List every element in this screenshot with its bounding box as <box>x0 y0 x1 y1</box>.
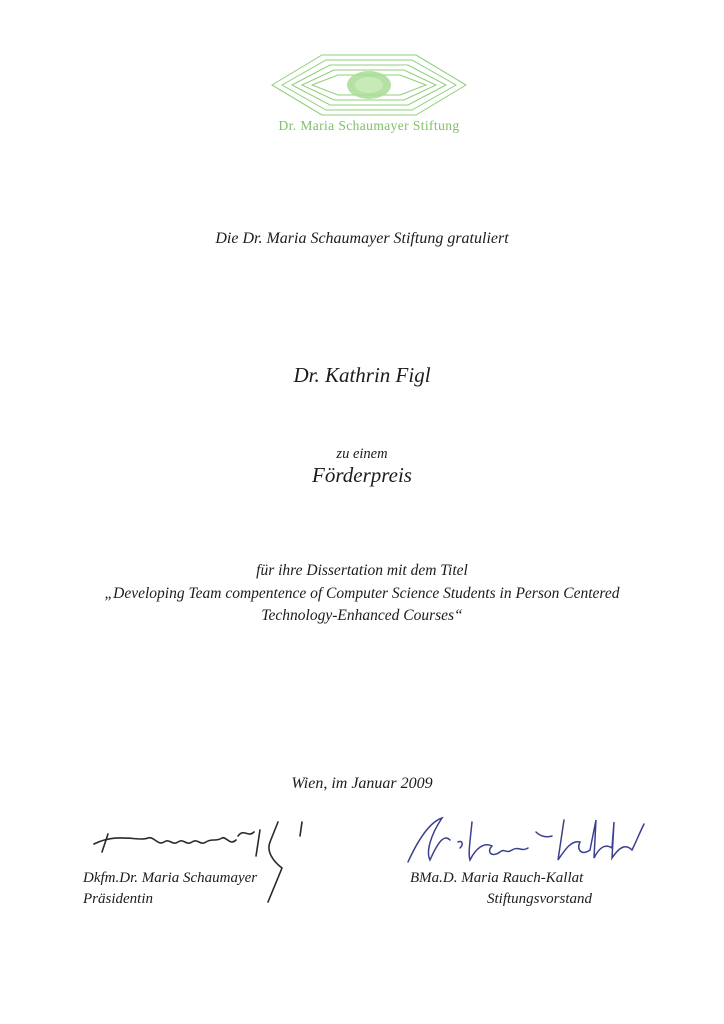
dissertation-title-line-2: Technology-Enhanced Courses“ <box>261 607 463 624</box>
dissertation-title-line-1: „Developing Team compentence of Computer Science Students in Person Centered <box>104 585 620 602</box>
left-signatory-role: Präsidentin <box>83 891 153 907</box>
recipient-name: Dr. Kathrin Figl <box>293 363 431 387</box>
award-prefix: zu einem <box>336 446 388 462</box>
foundation-logo <box>262 52 476 144</box>
dissertation-intro: für ihre Dissertation mit dem Titel <box>256 562 468 579</box>
left-signatory-name: Dkfm.Dr. Maria Schaumayer <box>83 870 258 886</box>
right-signature-icon <box>400 812 660 872</box>
award-name: Förderpreis <box>312 463 412 487</box>
logo-text: Dr. Maria Schaumayer Stiftung <box>278 118 460 133</box>
place-and-date: Wien, im Januar 2009 <box>291 775 433 792</box>
right-signatory-name: BMa.D. Maria Rauch-Kallat <box>410 870 584 886</box>
logo-diamond-icon <box>262 52 476 118</box>
right-signatory-role: Stiftungsvorstand <box>487 891 593 907</box>
congratulation-line: Die Dr. Maria Schaumayer Stiftung gratuliert <box>215 230 509 247</box>
